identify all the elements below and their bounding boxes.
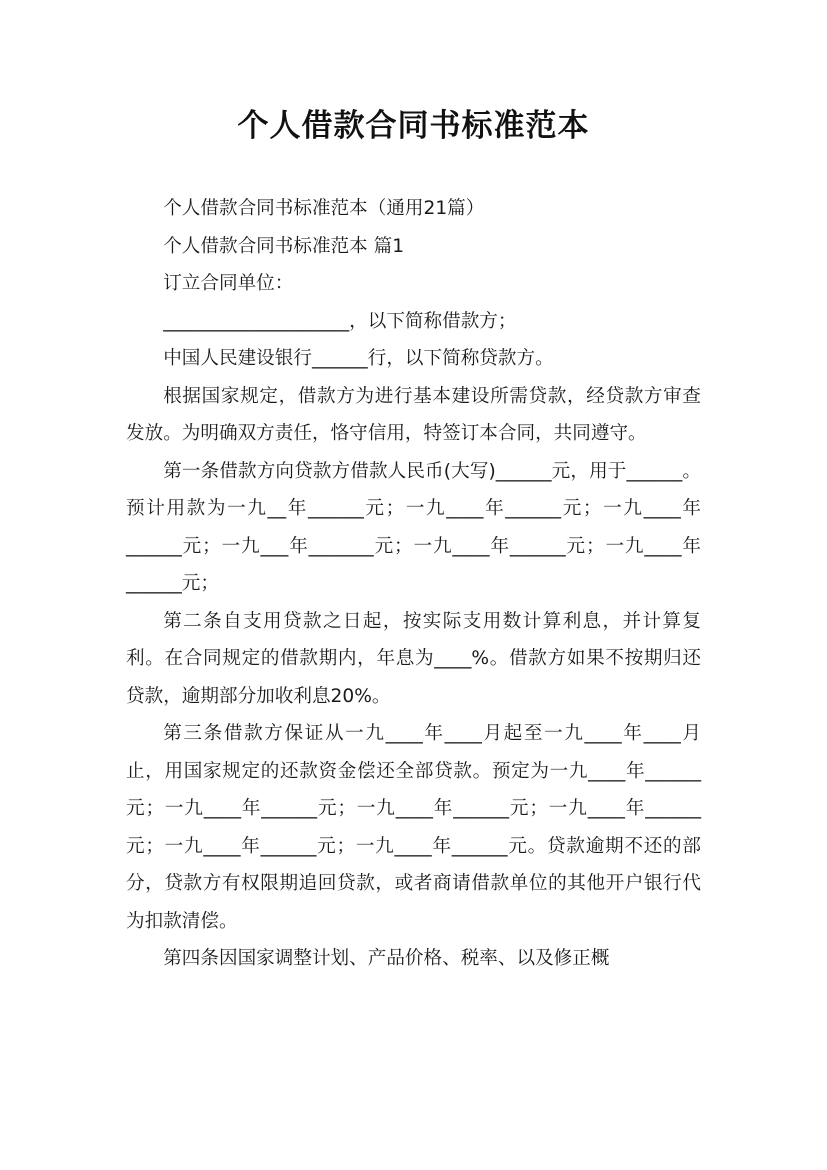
- paragraph-lender: 中国人民建设银行______行，以下简称贷款方。: [163, 348, 554, 369]
- document-body: [126, 190, 701, 978]
- paragraph-article-2: 第二条自支用贷款之日起，按实际支用数计算利息，并计算复利。在合同规定的借款期内，年息为____%。借款方如果不按期归还贷款，逾期部分加收利息20%。: [126, 610, 701, 707]
- paragraph-subtitle: 个人借款合同书标准范本（通用21篇）: [163, 198, 485, 219]
- paragraph-parties-label: 订立合同单位：: [163, 273, 294, 294]
- paragraph-preamble: 根据国家规定，借款方为进行基本建设所需贷款，经贷款方审查发放。为明确双方责任，恪守信用，特签订本合同，共同遵守。: [126, 385, 701, 444]
- paragraph-article-3: 第三条借款方保证从一九____年____月起至一九____年____月止，用国家规定的还款资金偿还全部贷款。预定为一九____年______元；一九____年______元；一九____年______元；一九____年______元；一九____年______元；一九____年______元。贷款逾期不还的部分，贷款方有权限期追回贷款，或者商请借款单位的其他开户银行代为扣款清偿。: [126, 723, 701, 932]
- paragraph-borrower: ____________________，以下简称借款方；: [163, 310, 517, 332]
- paragraph-section-heading: 个人借款合同书标准范本 篇1: [163, 235, 405, 257]
- paragraph-article-1: 第一条借款方向贷款方借款人民币(大写)______元，用于______。预计用款为一九__年______元；一九____年______元；一九____年______元；一九___年_______元；一九____年______元；一九____年______元；: [126, 460, 701, 594]
- document-title: 个人借款合同书标准范本: [237, 108, 590, 144]
- paragraph-article-4: 第四条因国家调整计划、产品价格、税率、以及修正概: [163, 948, 610, 969]
